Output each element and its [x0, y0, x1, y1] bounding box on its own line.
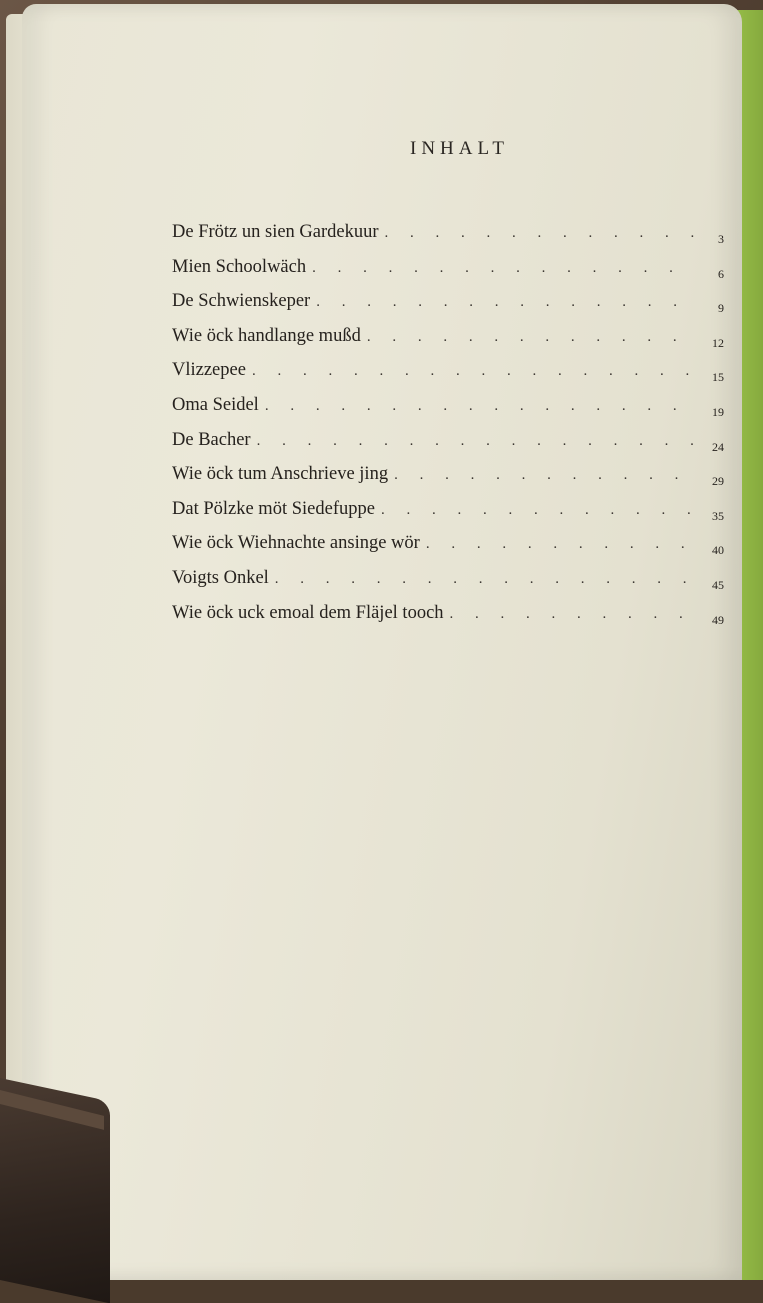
book-page: [22, 4, 742, 1280]
dot-leader: [450, 606, 694, 623]
toc-entry: [172, 291, 724, 326]
toc-entry-page: 49: [712, 612, 724, 627]
dot-leader: [426, 536, 694, 553]
dot-leader: [275, 571, 694, 588]
toc-entry-title: Mien Schoolwäch: [172, 256, 307, 277]
dot-leader: [257, 433, 694, 450]
toc-entry-title: Wie öck tum Anschrieve jing: [172, 464, 389, 485]
toc-entry: [172, 464, 724, 499]
toc-entry-title: De Bacher: [172, 429, 251, 450]
toc-entry-title: De Schwienskeper: [172, 291, 311, 312]
toc-entry: [172, 395, 724, 430]
toc-entry-page: 40: [712, 543, 724, 558]
toc-entry-title: Dat Pölzke möt Siedefuppe: [172, 498, 375, 519]
toc-entry-title: Vlizzepee: [172, 360, 246, 381]
dot-leader: [316, 294, 694, 311]
toc-entry-title: Wie öck handlange mußd: [172, 325, 361, 346]
dot-leader: [252, 363, 694, 380]
toc-entry: [172, 360, 724, 395]
table-of-contents: [172, 222, 724, 637]
toc-entry: [172, 257, 724, 292]
toc-entry-page: 29: [712, 474, 724, 489]
dot-leader: [394, 467, 694, 484]
toc-entry: [172, 499, 724, 534]
toc-entry-page: 12: [712, 335, 724, 350]
toc-entry: [172, 603, 724, 638]
toc-entry: [172, 568, 724, 603]
toc-entry-page: 35: [712, 508, 724, 523]
toc-entry-page: 24: [712, 439, 724, 454]
dot-leader: [265, 398, 694, 415]
toc-entry-page: 9: [718, 301, 724, 316]
toc-entry: [172, 533, 724, 568]
toc-entry-title: De Frötz un sien Gardekuur: [172, 222, 379, 242]
page-title: INHALT: [410, 138, 509, 159]
toc-entry-page: 19: [712, 404, 724, 419]
toc-entry-title: Oma Seidel: [172, 394, 259, 415]
toc-entry-page: 3: [718, 232, 724, 246]
toc-entry-title: Wie öck uck emoal dem Fläjel tooch: [172, 602, 444, 623]
dot-leader: [367, 329, 694, 346]
toc-entry: [172, 222, 724, 257]
toc-entry: [172, 430, 724, 465]
dot-leader: [312, 260, 694, 277]
toc-entry-page: 15: [712, 370, 724, 385]
toc-entry-title: Voigts Onkel: [172, 567, 269, 588]
toc-entry-page: 45: [712, 577, 724, 592]
toc-entry-title: Wie öck Wiehnachte ansinge wör: [172, 533, 420, 554]
toc-entry: [172, 326, 724, 361]
dot-leader: [385, 225, 694, 242]
toc-entry-page: 6: [718, 266, 724, 281]
dot-leader: [381, 502, 694, 519]
